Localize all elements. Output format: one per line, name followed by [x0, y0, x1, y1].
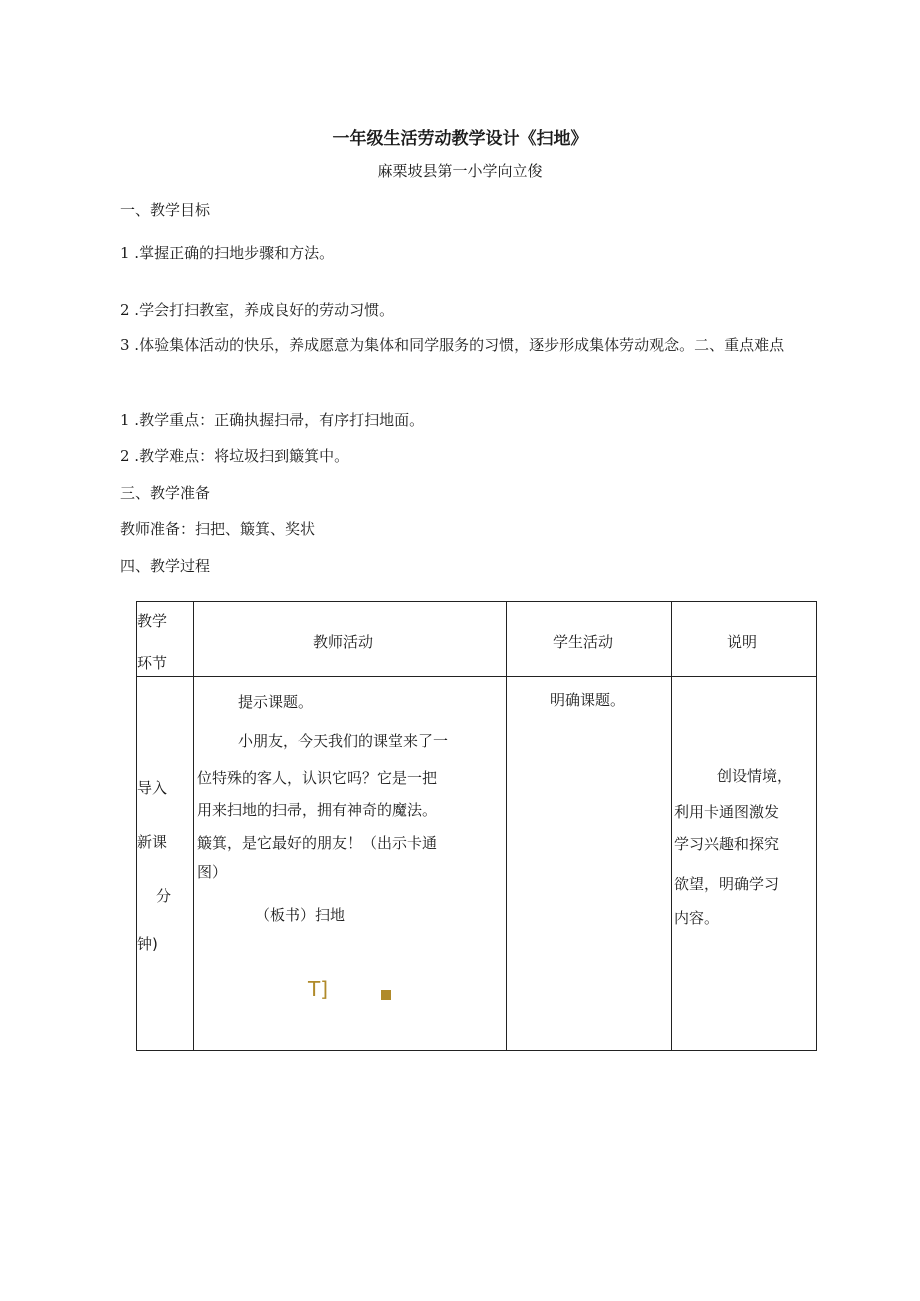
goals-heading: 一、教学目标: [120, 201, 211, 219]
note-line2: 利用卡通图激发: [674, 803, 780, 821]
stage-line3: 分: [156, 887, 172, 905]
key-point-1: 1 .教学重点：正确执握扫帚，有序打扫地面。: [120, 411, 425, 429]
teacher-text-2b: 位特殊的客人，认识它吗？它是一把: [197, 769, 438, 787]
lesson-process-table: [136, 601, 817, 1051]
teacher-text-2e: 图）: [197, 863, 228, 881]
header-teacher-label: 教师活动: [313, 633, 374, 651]
note-line4: 欲望，明确学习: [674, 875, 780, 893]
note-line5: 内容。: [674, 909, 720, 927]
stage-line4: 钟): [137, 935, 158, 953]
table-header-row: [137, 602, 817, 677]
goal-item-3: 3 .体验集体活动的快乐，养成愿意为集体和同学服务的习惯，逐步形成集体劳动观念。二、重点难点: [120, 336, 785, 354]
prep-heading: 三、教学准备: [120, 484, 211, 502]
goal-item-1: 1 .掌握正确的扫地步骤和方法。: [120, 244, 335, 262]
header-note: [672, 602, 817, 677]
header-stage-line1: 教学: [137, 612, 168, 630]
header-stage: [137, 602, 194, 677]
prep-text: 教师准备：扫把、簸箕、奖状: [120, 520, 316, 538]
process-heading: 四、教学过程: [120, 557, 211, 575]
key-point-2: 2 .教学难点：将垃圾扫到簸箕中。: [120, 447, 350, 465]
row-stage: [137, 677, 194, 1051]
goal-item-2: 2 .学会打扫教室，养成良好的劳动习惯。: [120, 301, 395, 319]
header-student-label: 学生活动: [553, 633, 614, 651]
teacher-text-2a: 小朋友，今天我们的课堂来了一: [238, 732, 449, 750]
header-stage-line2: 环节: [137, 654, 168, 672]
document-author: 麻栗坡县第一小学向立俊: [377, 162, 543, 180]
document-title: 一年级生活劳动教学设计《扫地》: [332, 129, 588, 149]
row-student-activity: [507, 677, 672, 1051]
teacher-text-3: （板书）扫地: [255, 906, 346, 924]
header-teacher: [194, 602, 507, 677]
teacher-text-1: 提示课题。: [238, 693, 314, 711]
row-note: [672, 677, 817, 1051]
teacher-text-2d: 簸箕，是它最好的朋友！（出示卡通: [197, 834, 438, 852]
stage-line2: 新课: [137, 833, 168, 851]
teacher-text-2c: 用来扫地的扫帚，拥有神奇的魔法。: [197, 801, 438, 819]
dustpan-cartoon-icon: [381, 986, 391, 1004]
student-text: 明确课题。: [550, 691, 626, 709]
broom-cartoon-mark: T]: [308, 977, 329, 1001]
note-line3: 学习兴趣和探究: [674, 835, 780, 853]
note-line1: 创设情境，: [717, 767, 793, 785]
header-student: [507, 602, 672, 677]
row-teacher-activity: [194, 677, 507, 1051]
header-note-label: 说明: [727, 633, 758, 651]
stage-line1: 导入: [137, 779, 168, 797]
table-row: [137, 677, 817, 1051]
